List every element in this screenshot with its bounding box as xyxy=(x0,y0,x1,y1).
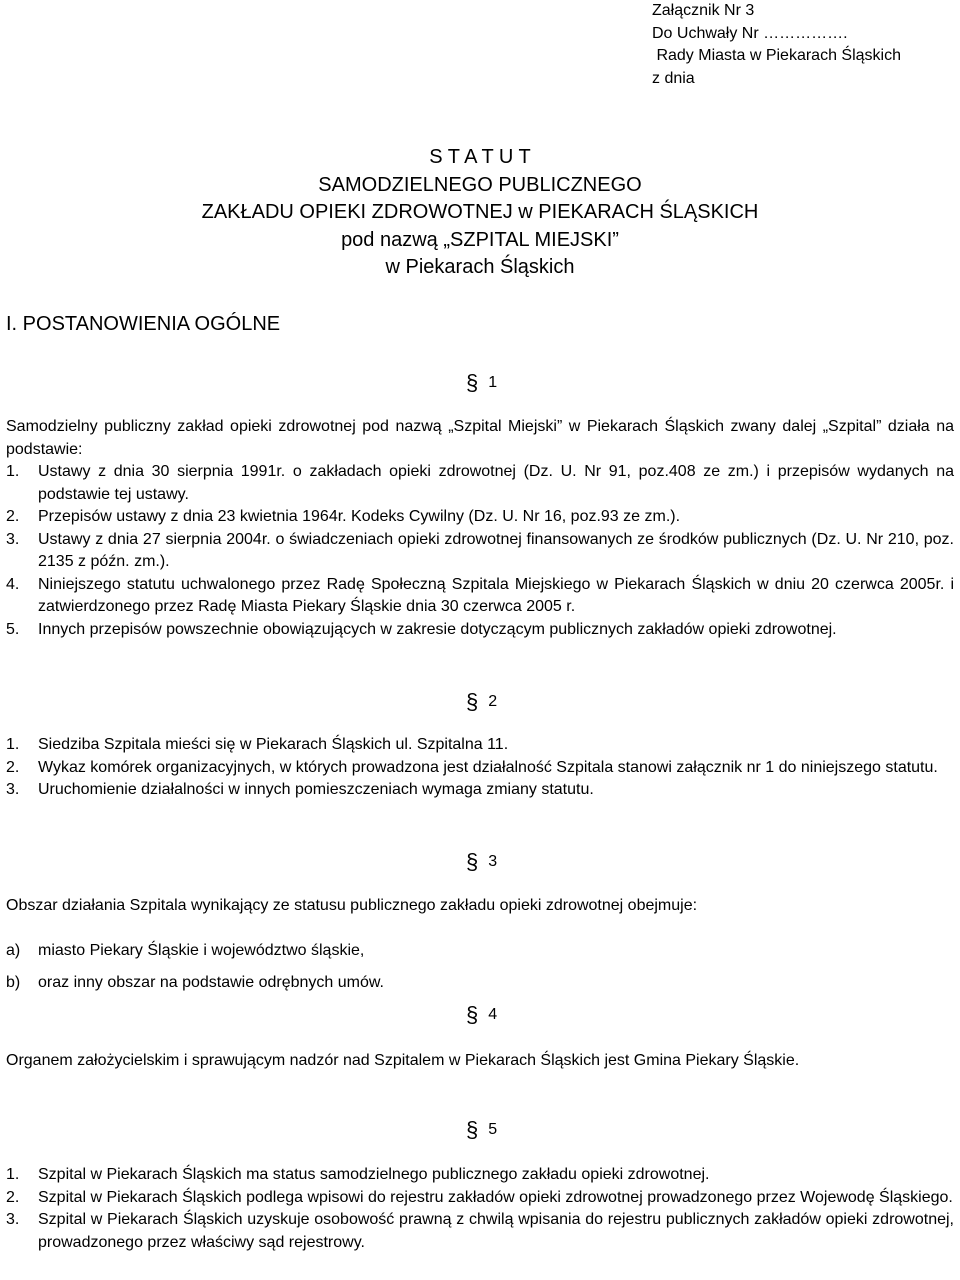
item-text: Niniejszego statutu uchwalonego przez Radę Społeczną Szpitala Miejskiego w Piekarach Śląskich w dniu 20 czerwca 2005r. i zatwierdzonego przez Radę Miasta Piekary Śląskie dnia 30 czerwca 2005 r. xyxy=(38,575,954,615)
paragraph-number: 5 xyxy=(488,1121,498,1138)
list-item xyxy=(6,529,954,574)
status-list xyxy=(6,1164,954,1254)
item-number: 3. xyxy=(6,530,20,548)
item-letter: a) xyxy=(6,942,21,959)
item-number: 2. xyxy=(6,758,20,776)
seat-list xyxy=(6,734,954,802)
item-number: 4. xyxy=(6,575,20,593)
item-number: 1. xyxy=(6,463,20,480)
paragraph-marker xyxy=(466,1117,498,1142)
item-text: Ustawy z dnia 30 sierpnia 1991r. o zakładach opieki zdrowotnej (Dz. U. Nr 91, poz.408 ze zm.) i przepisów wydanych na podstawie tej ustawy. xyxy=(38,463,954,503)
list-item xyxy=(6,757,954,780)
item-number: 3. xyxy=(6,781,20,798)
list-item xyxy=(6,574,954,619)
title-line: w Piekarach Śląskich xyxy=(385,256,575,278)
resolution-date: z dnia xyxy=(652,69,695,87)
paragraph-number: 3 xyxy=(488,853,498,870)
paragraph-marker xyxy=(466,849,498,874)
list-item xyxy=(6,1209,954,1254)
resolution-number: Do Uchwały Nr ……………. xyxy=(652,24,848,42)
item-text: Wykaz komórek organizacyjnych, w których prowadzona jest działalność Szpitala stanowi załącznik nr 1 do niniejszego statutu. xyxy=(38,758,938,776)
item-text: Ustawy z dnia 27 sierpnia 2004r. o świadczeniach opieki zdrowotnej finansowanych ze środków publicznych (Dz. U. Nr 210, poz. 2135 z późn. zm.). xyxy=(38,530,954,570)
item-text: Przepisów ustawy z dnia 23 kwietnia 1964r. Kodeks Cywilny (Dz. U. Nr 16, poz.93 ze zm.). xyxy=(38,508,681,525)
paragraph-intro: Samodzielny publiczny zakład opieki zdrowotnej pod nazwą „Szpital Miejski” w Piekarach Śląskich zwany dalej „Szpital” działa na podstawie: xyxy=(6,418,954,458)
paragraph-intro: Obszar działania Szpitala wynikający ze statusu publicznego zakładu opieki zdrowotnej obejmuje: xyxy=(6,897,698,914)
item-text: Uruchomienie działalności w innych pomieszczeniach wymaga zmiany statutu. xyxy=(38,781,594,798)
item-number: 1. xyxy=(6,1166,20,1183)
item-text: Siedziba Szpitala mieści się w Piekarach Śląskich ul. Szpitalna 11. xyxy=(38,736,509,753)
list-item xyxy=(6,1187,954,1210)
paragraph-number: 1 xyxy=(488,374,498,391)
section-sign: § xyxy=(466,689,479,714)
title-line: SAMODZIELNEGO PUBLICZNEGO xyxy=(318,173,642,196)
section-sign: § xyxy=(466,849,479,874)
list-item xyxy=(6,940,954,963)
title-line: pod nazwą „SZPITAL MIEJSKI” xyxy=(341,228,619,251)
section-sign: § xyxy=(466,1002,479,1027)
council-name: Rady Miasta w Piekarach Śląskich xyxy=(652,47,901,64)
annex-number: Załącznik Nr 3 xyxy=(652,2,755,19)
title-line: ZAKŁADU OPIEKI ZDROWOTNEJ w PIEKARACH ŚLĄSKICH xyxy=(201,201,759,223)
item-text: Szpital w Piekarach Śląskich uzyskuje osobowość prawną z chwilą wpisania do rejestru publicznych zakładów opieki zdrowotnej, prowadzonego przez właściwy sąd rejestrowy. xyxy=(38,1211,954,1251)
section-sign: § xyxy=(466,1117,479,1142)
list-item xyxy=(6,619,954,642)
list-item xyxy=(6,779,954,802)
paragraph-marker xyxy=(466,1002,498,1027)
item-text: Szpital w Piekarach Śląskich ma status samodzielnego publicznego zakładu opieki zdrowotnej. xyxy=(38,1166,710,1183)
paragraph-number: 4 xyxy=(488,1006,498,1023)
title-line: S T A T U T xyxy=(429,146,531,168)
paragraph-intro: Organem założycielskim i sprawującym nadzór nad Szpitalem w Piekarach Śląskich jest Gmina Piekary Śląskie. xyxy=(6,1052,800,1069)
paragraph-marker xyxy=(466,370,498,395)
item-number: 3. xyxy=(6,1211,20,1228)
item-number: 2. xyxy=(6,508,20,525)
item-text: Innych przepisów powszechnie obowiązujących w zakresie dotyczącym publicznych zakładów opieki zdrowotnej. xyxy=(38,620,837,638)
list-item xyxy=(6,506,954,529)
list-item xyxy=(6,461,954,506)
item-text: miasto Piekary Śląskie i województwo śląskie, xyxy=(38,942,365,959)
item-number: 2. xyxy=(6,1188,20,1206)
item-letter: b) xyxy=(6,973,21,991)
section-sign: § xyxy=(466,370,479,395)
item-text: Szpital w Piekarach Śląskich podlega wpisowi do rejestru zakładów opieki zdrowotnej prowadzonego przez Wojewodę Śląskiego. xyxy=(38,1188,953,1206)
list-item xyxy=(6,972,954,995)
paragraph-marker xyxy=(466,689,498,714)
annex-header xyxy=(652,0,901,90)
document-title xyxy=(0,144,960,282)
section-heading: I. POSTANOWIENIA OGÓLNE xyxy=(6,313,281,335)
legal-basis-list xyxy=(6,461,954,641)
list-item xyxy=(6,734,954,757)
paragraph-number: 2 xyxy=(488,693,498,710)
area-list xyxy=(6,940,954,1003)
item-text: oraz inny obszar na podstawie odrębnych umów. xyxy=(38,973,384,991)
item-number: 1. xyxy=(6,736,20,753)
item-number: 5. xyxy=(6,620,20,638)
list-item xyxy=(6,1164,954,1187)
